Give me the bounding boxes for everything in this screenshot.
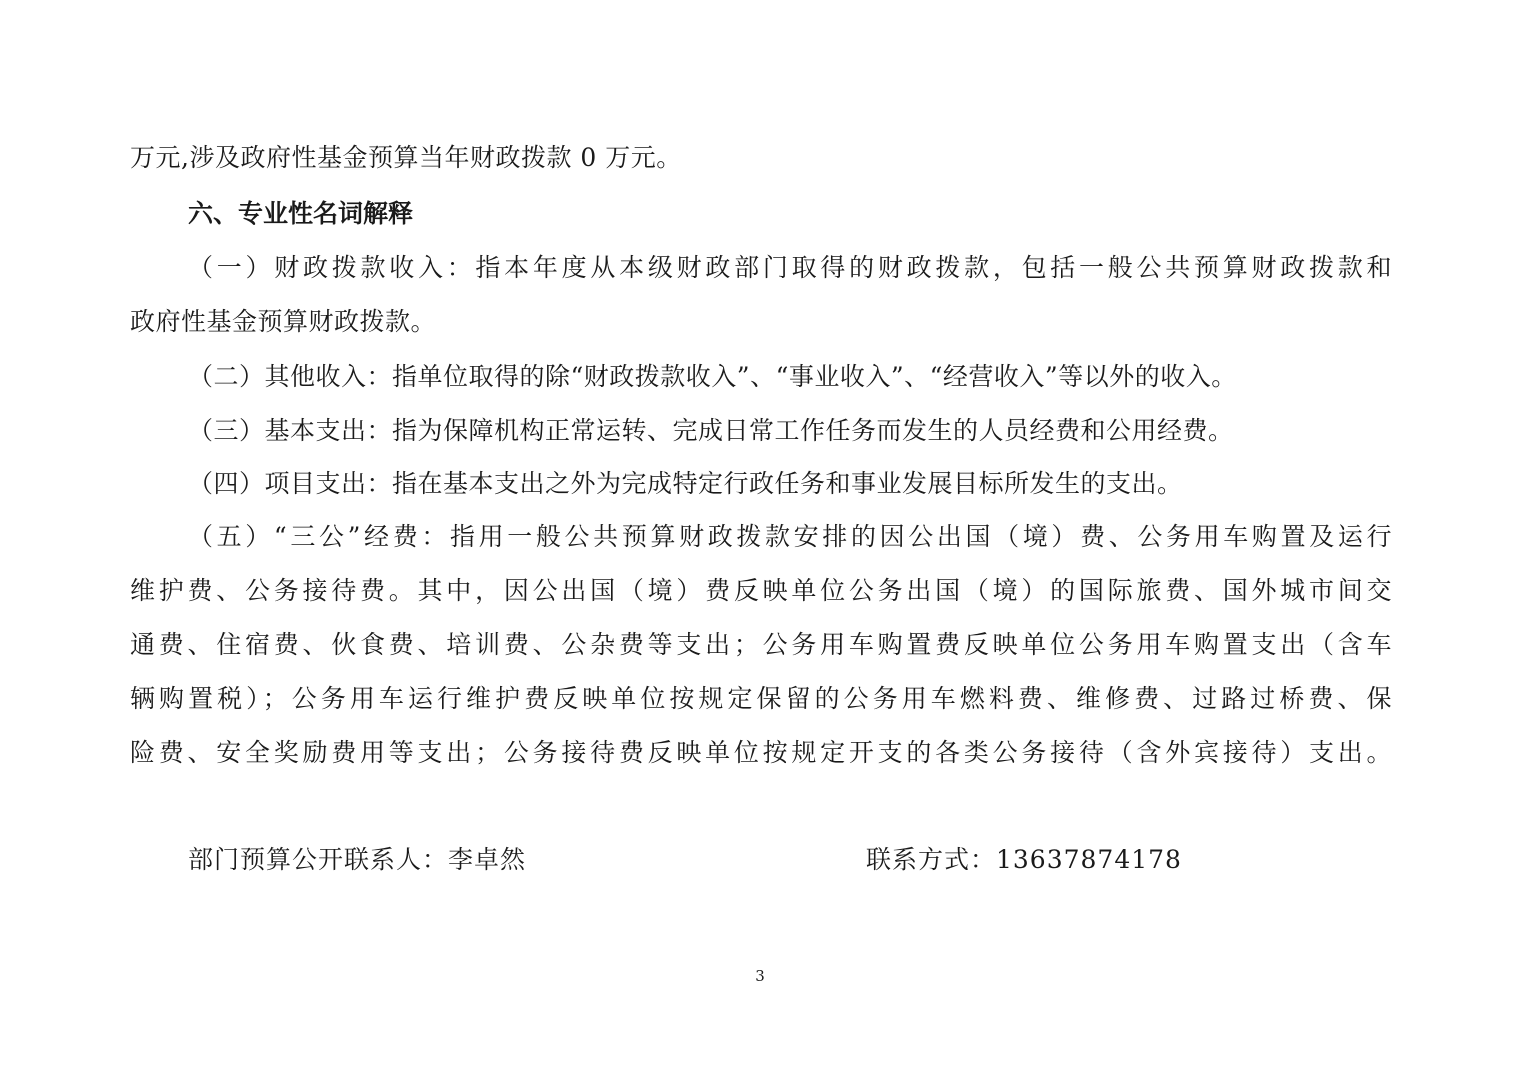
intro-line: 万元,涉及政府性基金预算当年财政拨款 0 万元。 (130, 143, 682, 172)
section-heading: 六、专业性名词解释 (188, 199, 414, 228)
definition-5-line-2: 维护费、公务接待费。其中，因公出国（境）费反映单位公务出国（境）的国际旅费、国外城市间交 (130, 576, 1392, 605)
definition-5-line-5: 险费、安全奖励费用等支出；公务接待费反映单位按规定开支的各类公务接待（含外宾接待）支出。 (130, 738, 1392, 767)
definition-3-line-1: （三）基本支出：指为保障机构正常运转、完成日常工作任务而发生的人员经费和公用经费。 (188, 416, 1234, 445)
contact-person: 部门预算公开联系人：李卓然 (188, 845, 527, 874)
definition-5-line-3: 通费、住宿费、伙食费、培训费、公杂费等支出；公务用车购置费反映单位公务用车购置支出（含车 (130, 630, 1392, 659)
definition-5-line-4: 辆购置税）；公务用车运行维护费反映单位按规定保留的公务用车燃料费、维修费、过路过桥费、保 (130, 684, 1392, 713)
definition-2-line-1: （二）其他收入：指单位取得的除“财政拨款收入”、“事业收入”、“经营收入”等以外的收入。 (188, 362, 1237, 391)
definition-1-line-2: 政府性基金预算财政拨款。 (130, 307, 437, 336)
definition-5-line-1: （五）“三公”经费：指用一般公共预算财政拨款安排的因公出国（境）费、公务用车购置及运行 (188, 522, 1392, 551)
definition-1-line-1: （一）财政拨款收入：指本年度从本级财政部门取得的财政拨款，包括一般公共预算财政拨款和 (188, 253, 1392, 282)
contact-phone: 联系方式：13637874178 (866, 845, 1182, 874)
page-number: 3 (755, 967, 765, 985)
definition-4-line-1: （四）项目支出：指在基本支出之外为完成特定行政任务和事业发展目标所发生的支出。 (188, 469, 1183, 498)
